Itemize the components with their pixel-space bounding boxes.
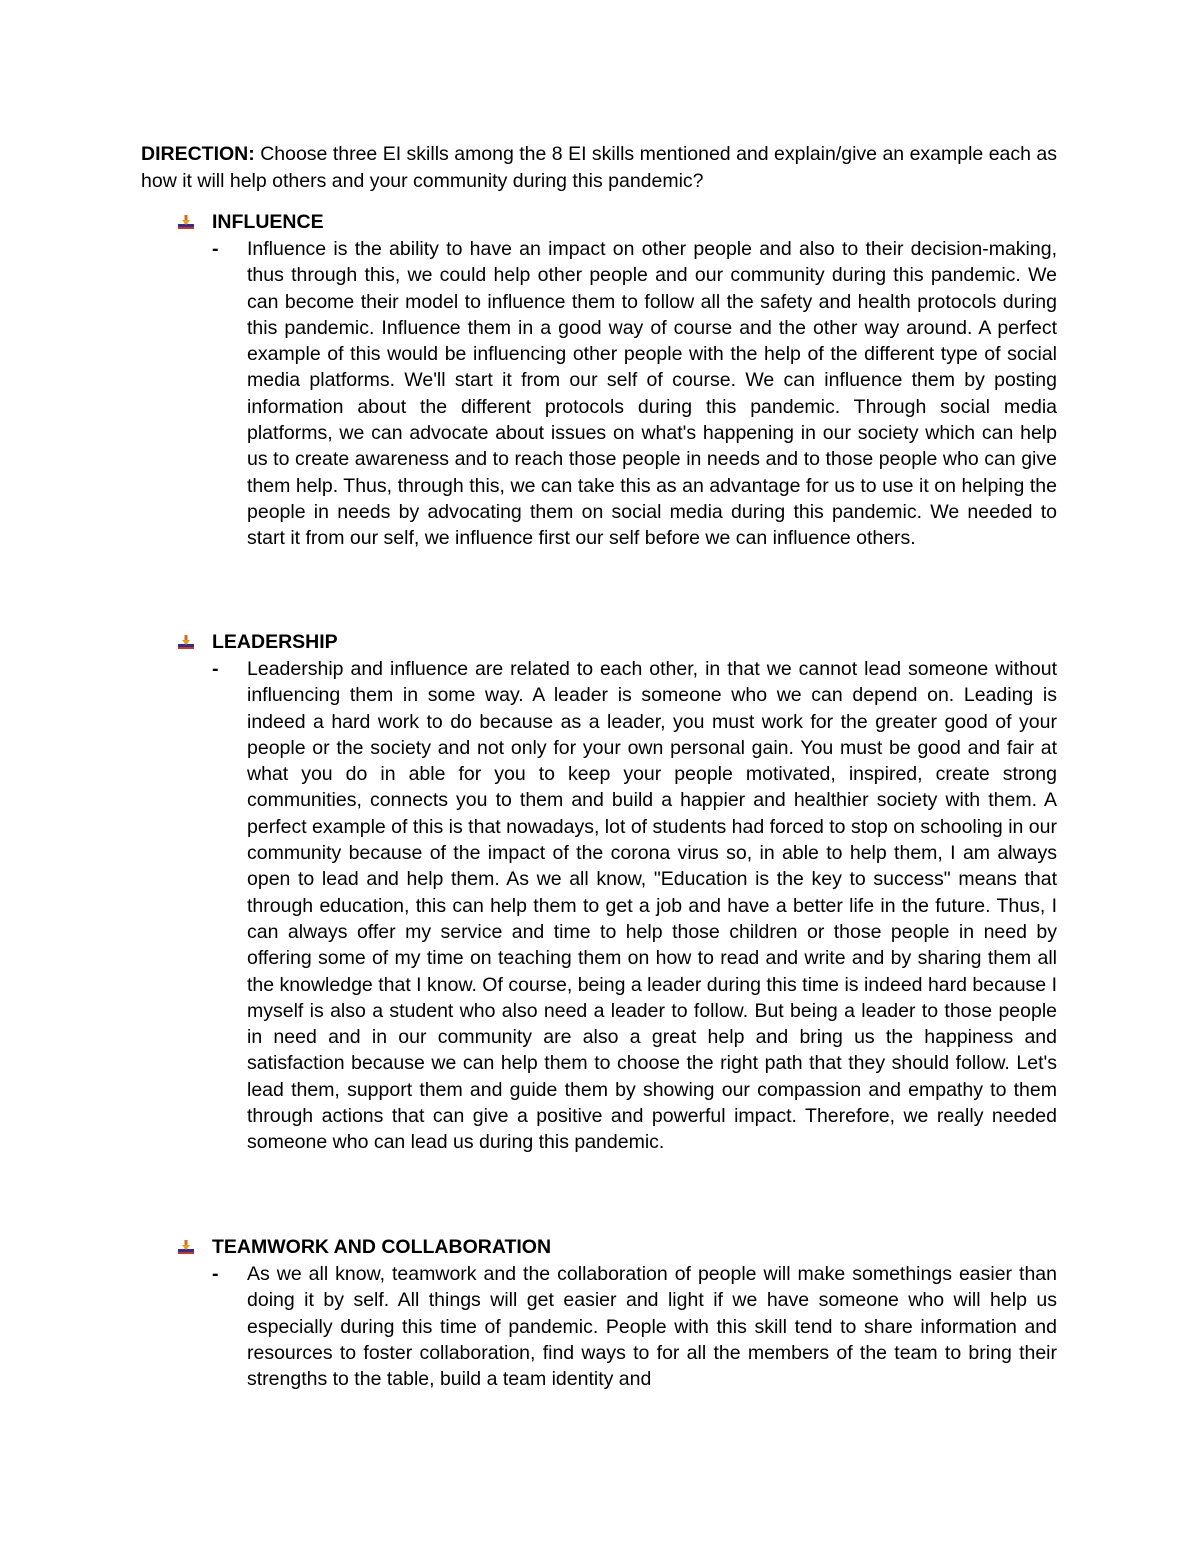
- list-item: [176, 236, 1057, 552]
- direction-label: DIRECTION:: [141, 143, 255, 165]
- section-heading: [176, 209, 1057, 236]
- arrow-bullet-icon: [176, 214, 196, 230]
- section-body-teamwork: As we all know, teamwork and the collaboration of people will make somethings easier than doing it by self. All things will get easier and light if we have someone who will help us especially during this time of pandemic. People with this skill tend to share information and resources to foster collaboration, find ways to for all the members of the team to bring their strengths to the table, build a team identity and: [247, 1263, 1057, 1391]
- list-item: [176, 1261, 1057, 1392]
- dash-bullet: -: [212, 658, 219, 680]
- section-leadership: [176, 629, 1057, 1156]
- arrow-bullet-icon: [176, 634, 196, 650]
- section-title-teamwork: TEAMWORK AND COLLABORATION: [212, 1236, 552, 1258]
- list-item: [176, 656, 1057, 1156]
- section-heading: [176, 1234, 1057, 1261]
- dash-bullet: -: [212, 1263, 219, 1285]
- section-influence: [176, 209, 1057, 552]
- arrow-bullet-icon: [176, 1239, 196, 1255]
- direction-text: Choose three EI skills among the 8 EI skills mentioned and explain/give an example each as how it will help others and your community during this pandemic?: [141, 143, 1058, 192]
- section-teamwork: [176, 1234, 1057, 1392]
- section-heading: [176, 629, 1057, 656]
- direction-paragraph: [141, 141, 1057, 195]
- section-title-influence: INFLUENCE: [212, 211, 324, 233]
- section-body-leadership: Leadership and influence are related to each other, in that we cannot lead someone without influencing them in some way. A leader is someone who we can depend on. Leading is indeed a hard work to do because as a leader, you must work for the greater good of your people or the society and not only for your own personal gain. You must be good and fair at what you do in able for you to keep your people motivated, inspired, create strong communities, connects you to them and build a happier and healthier society with them. A perfect example of this is that nowadays, lot of students had forced to stop on schooling in our community because of the impact of the corona virus so, in able to help them, I am always open to lead and help them. As we all know, "Education is the key to success" means that through education, this can help them to get a job and have a better life in the future. Thus, I can always offer my service and time to help those children or those people in need by offering some of my time on teaching them on how to read and write and by sharing them all the knowledge that I know. Of course, being a leader during this time is indeed hard because I myself is also a student who also need a leader to follow. But being a leader to those people in need and in our community are also a great help and bring us the happiness and satisfaction because we can help them to choose the right path that they should follow. Let's lead them, support them and guide them by showing our compassion and empathy to them through actions that can give a positive and powerful impact. Therefore, we really needed someone who can lead us during this pandemic.: [247, 658, 1057, 1154]
- section-title-leadership: LEADERSHIP: [212, 631, 338, 653]
- section-body-influence: Influence is the ability to have an impact on other people and also to their decision-making, thus through this, we could help other people and our community during this pandemic. We can become their model to influence them to follow all the safety and health protocols during this pandemic. Influence them in a good way of course and the other way around. A perfect example of this would be influencing other people with the help of the different type of social media platforms. We'll start it from our self of course. We can influence them by posting information about the different protocols during this pandemic. Through social media platforms, we can advocate about issues on what's happening in our society which can help us to create awareness and to reach those people in needs and to those people who can give them help. Thus, through this, we can take this as an advantage for us to use it on helping the people in needs by advocating them on social media during this pandemic. We needed to start it from our self, we influence first our self before we can influence others.: [247, 238, 1057, 550]
- dash-bullet: -: [212, 238, 219, 260]
